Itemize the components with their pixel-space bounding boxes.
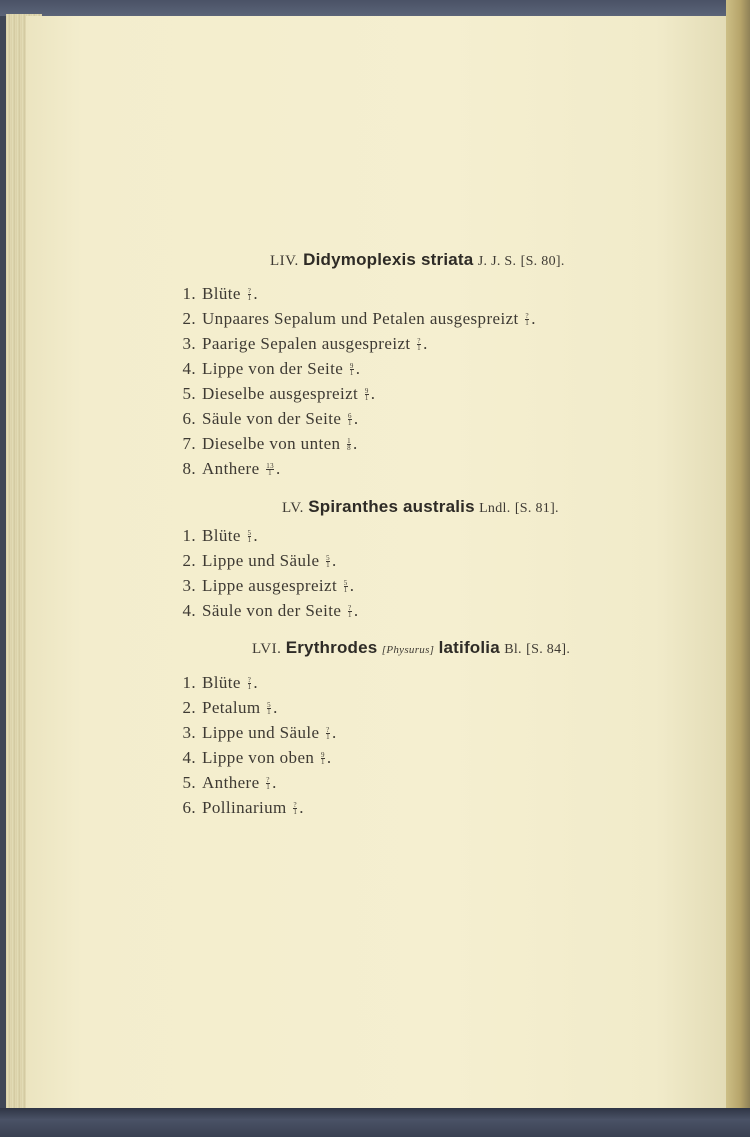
section-numeral: LVI.	[252, 641, 282, 657]
list-item: 7. Dieselbe von unten $\frac{1}{8}$ .	[182, 434, 358, 453]
list-item: 3. Lippe und Säule $\frac{?}{1}$ .	[182, 723, 337, 742]
magnification-fraction: $\frac{5}{1}$	[267, 700, 272, 716]
synonym-parenthetical: [Physurus]	[381, 644, 435, 656]
magnification-fraction: $\frac{?}{1}$	[417, 336, 422, 352]
magnification-fraction: $\frac{?}{1}$	[347, 603, 352, 619]
species-name: Didymoplexis striata	[303, 250, 474, 269]
page-reference: [S. 84].	[526, 642, 571, 657]
list-item: 1. Blüte $\frac{?}{1}$ .	[182, 284, 259, 303]
section-heading-liv	[270, 250, 565, 270]
magnification-fraction: $\frac{9}{1}$	[320, 750, 325, 766]
page-reference: [S. 80].	[520, 254, 565, 269]
author-abbrev: Bl.	[504, 642, 522, 657]
magnification-fraction: $\frac{?}{1}$	[247, 286, 252, 302]
author-abbrev: Lndl.	[479, 501, 511, 516]
magnification-fraction: $\frac{9}{1}$	[349, 361, 354, 377]
cover-top-edge	[0, 0, 750, 16]
cover-bottom-edge	[0, 1108, 750, 1137]
magnification-fraction: $\frac{5}{1}$	[343, 578, 348, 594]
list-item: 2. Petalum $\frac{5}{1}$ .	[182, 698, 278, 717]
species-name: Spiranthes australis	[308, 497, 475, 516]
author-abbrev: J. J. S.	[477, 254, 517, 269]
section-heading-lvi	[252, 638, 570, 658]
magnification-fraction: $\frac{13}{1}$	[266, 461, 275, 477]
page-reference: [S. 81].	[514, 501, 559, 516]
list-item: 4. Lippe von oben $\frac{9}{1}$ .	[182, 748, 332, 767]
list-item: 5. Anthere $\frac{?}{1}$ .	[182, 773, 277, 792]
section-numeral: LV.	[282, 500, 304, 516]
magnification-fraction: $\frac{6}{1}$	[347, 411, 352, 427]
section-numeral: LIV.	[270, 253, 299, 269]
genus-name: Erythrodes	[285, 638, 378, 657]
magnification-fraction: $\frac{?}{1}$	[525, 311, 530, 327]
list-item: 1. Blüte $\frac{?}{1}$ .	[182, 673, 259, 692]
list-item: 3. Lippe ausgespreizt $\frac{5}{1}$ .	[182, 576, 355, 595]
magnification-fraction: $\frac{?}{1}$	[293, 800, 298, 816]
magnification-fraction: $\frac{?}{1}$	[266, 775, 271, 791]
magnification-fraction: $\frac{9}{1}$	[364, 386, 369, 402]
list-item: 2. Lippe und Säule $\frac{5}{1}$ .	[182, 551, 337, 570]
list-item: 8. Anthere $\frac{13}{1}$ .	[182, 459, 281, 478]
magnification-fraction: $\frac{?}{1}$	[326, 725, 330, 741]
list-item: 3. Paarige Sepalen ausgespreizt $\frac{?}{1}$ .	[182, 334, 428, 353]
magnification-fraction: $\frac{?}{1}$	[247, 675, 252, 691]
magnification-fraction: $\frac{5}{1}$	[326, 553, 330, 569]
list-item: 1. Blüte $\frac{5}{1}$ .	[182, 526, 259, 545]
list-item: 6. Säule von der Seite $\frac{6}{1}$ .	[182, 409, 359, 428]
book-page	[26, 16, 726, 1108]
species-epithet: latifolia	[438, 638, 500, 657]
list-item: 4. Lippe von der Seite $\frac{9}{1}$ .	[182, 359, 361, 378]
magnification-fraction: $\frac{1}{8}$	[347, 436, 352, 452]
binding-right-edge	[726, 0, 750, 1112]
list-item: 6. Pollinarium $\frac{?}{1}$ .	[182, 798, 304, 817]
magnification-fraction: $\frac{5}{1}$	[247, 528, 252, 544]
list-item: 2. Unpaares Sepalum und Petalen ausgespreizt $\frac{?}{1}$ .	[182, 309, 536, 328]
list-item: 5. Dieselbe ausgespreizt $\frac{9}{1}$ .	[182, 384, 376, 403]
list-item: 4. Säule von der Seite $\frac{?}{1}$ .	[182, 601, 359, 620]
section-heading-lv	[282, 497, 559, 517]
